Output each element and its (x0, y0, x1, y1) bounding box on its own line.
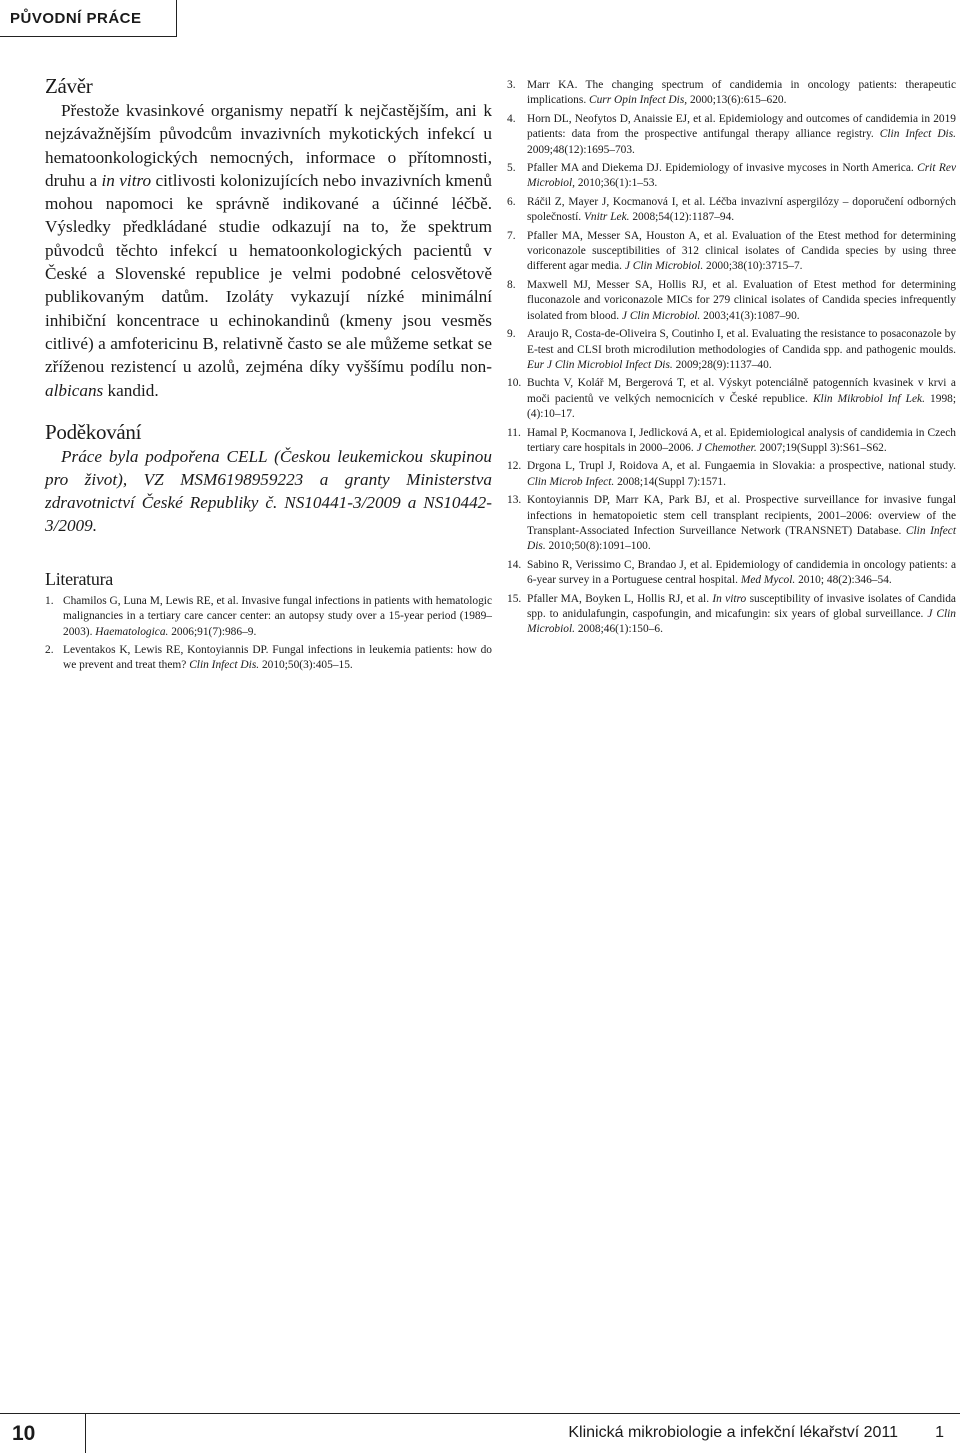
reference-item: 15. Pfaller MA, Boyken L, Hollis RJ, et al. In vitro susceptibility of invasive isolates of Candida spp. to anidulafungin, caspofungin, and micafungin: six years of global surveillance. J Clin Microbiol. 2008;46(1):150–6. (507, 592, 956, 636)
reference-item: 7. Pfaller MA, Messer SA, Houston A, et al. Evaluation of the Etest method for determining voriconazole susceptibilities of 312 clinical isolates of Candida species by using three different agar media. J Clin Microbiol. 2000;38(10):3715–7. (507, 229, 956, 273)
reference-item: 3. Marr KA. The changing spectrum of candidemia in oncology patients: therapeutic implications. Curr Opin Infect Dis, 2000;13(6):615–620. (507, 79, 956, 107)
reference-list-left (45, 594, 492, 674)
text-run: kandid. (103, 380, 159, 400)
reference-item: 10. Buchta V, Kolář M, Bergerová T, et al. Výskyt potenciálně patogenních kvasinek v krvi a moči pacientů ve velkých nemocnicích v České republice. Klin Mikrobiol Inf Lek. 1998;(4):10–17. (507, 377, 957, 421)
literature-heading: Literatura (45, 568, 113, 589)
reference-item: 12. Drgona L, Trupl J, Roidova A, et al. Fungaemia in Slovakia: a prospective, national study. Clin Microb Infect. 2008;14(Suppl 7):1571. (507, 460, 956, 488)
reference-item: 8. Maxwell MJ, Messer SA, Hollis RJ, et al. Evaluation of Etest method for determining fluconazole and voriconazole MICs for 279 clinical isolates of Candida species infrequently isolated from blood. J Clin Microbiol. 2003;41(3):1087–90. (507, 278, 956, 322)
right-column (507, 78, 956, 641)
italic-term: albicans (45, 380, 104, 400)
acknowledgement-text: Práce byla podpořena CELL (Českou leukemickou skupinou pro život), VZ MSM6198959223 a granty Ministerstva zdravotnictví České Republiky č. NS10441-3/2009 a NS10442-3/2009. (45, 446, 492, 535)
reference-item: 5. Pfaller MA and Diekema DJ. Epidemiology of invasive mycoses in North America. Crit Rev Microbiol, 2010;36(1):1–53. (507, 162, 956, 190)
acknowledgement-section (45, 420, 492, 537)
conclusion-section (45, 74, 492, 402)
text-run: citlivosti kolonizujících nebo invazivních kmenů mohou napomoci ke správně indikované a účinné léčbě. Výsledky předkládané studie odkazují na to, že spektrum původců těchto infekcí u hematoonkologických pacientů v České a Slovenské republice je velmi podobné celosvětově publikovaným datům. Izoláty vykazují nízké minimální inhibiční koncentrace u echinokandinů (kmeny jsou vesměs citlivé) a amfotericinu B, relativně často se ale můžeme setkat se zříženou rezistencí u azolů, zejména díky vyššímu podílu non- (45, 170, 492, 377)
left-column (45, 74, 492, 677)
reference-text: Chamilos G, Luna M, Lewis RE, et al. Invasive fungal infections in patients with hematologic malignancies in a tertiary care cancer center: an autopsy study over a 15-year period (1989–2003). Haematologica. 2006;91(7):986–9. (63, 594, 492, 638)
literature-section (45, 569, 492, 674)
acknowledgement-heading: Poděkování (45, 419, 142, 444)
conclusion-paragraph (45, 99, 492, 402)
reference-item: 6. Ráčil Z, Mayer J, Kocmanová I, et al. Léčba invazivní aspergilózy – doporučení odborných společností. Vnitr Lek. 2008;54(12):1187–94. (507, 195, 956, 224)
section-label: PŮVODNÍ PRÁCE (0, 0, 177, 37)
reference-item: 13. Kontoyiannis DP, Marr KA, Park BJ, et al. Prospective surveillance for invasive fungal infections in hematopoietic stem cell transplant recipients, 2001–2006: overview of the Transplant-Associated Infection Surveillance Network (TRANSNET) Database. Clin Infect Dis. 2010;50(8):1091–100. (507, 494, 956, 553)
conclusion-heading: Závěr (45, 74, 93, 98)
reference-item: 4. Horn DL, Neofytos D, Anaissie EJ, et al. Epidemiology and outcomes of candidemia in 2019 patients: data from the prospective antifungal therapy alliance registry. Clin Infect Dis. 2009;48(12):1695–703. (507, 112, 957, 156)
reference-number: 1. (45, 594, 54, 607)
reference-item: 14. Sabino R, Verissimo C, Brandao J, et al. Epidemiology of candidemia in oncology patients: a 6-year survey in a Portuguese central hospital. Med Mycol. 2010; 48(2):346–54. (507, 558, 956, 587)
journal-name: Klinická mikrobiologie a infekční lékařství 2011 (568, 1424, 898, 1441)
reference-item (45, 594, 492, 640)
issue-number: 1 (935, 1424, 944, 1441)
page-footer (0, 1413, 960, 1453)
reference-number: 2. (45, 644, 54, 657)
reference-list-right (507, 78, 956, 638)
italic-term: in vitro (101, 170, 152, 190)
reference-item: 11. Hamal P, Kocmanova I, Jedlicková A, et al. Epidemiological analysis of candidemia in Czech tertiary care hospitals in 2000–2006. J Chemother. 2007;19(Suppl 3):S61–S62. (507, 426, 956, 454)
text-run: Přestože kvasinkové organismy nepatří k nejčastějším, ani k nejzávažnějším původcům invazivních mykotických infekcí u hematoonkologických nemocných, informace o přítomnosti, druhu a (45, 101, 492, 190)
reference-text: Leventakos K, Lewis RE, Kontoyiannis DP. Fungal infections in leukemia patients: how do we prevent and treat them? Clin Infect Dis. 2010;50(3):405–15. (63, 644, 492, 672)
page-number: 10 (0, 1414, 86, 1453)
reference-item: 9. Araujo R, Costa-de-Oliveira S, Coutinho I, et al. Evaluating the resistance to posaconazole by E-test and CLSI broth microdilution methodologies of Candida spp. and pathogenic moulds. Eur J Clin Microbiol Infect Dis. 2009;28(9):1137–40. (507, 328, 956, 371)
reference-item (45, 643, 492, 674)
